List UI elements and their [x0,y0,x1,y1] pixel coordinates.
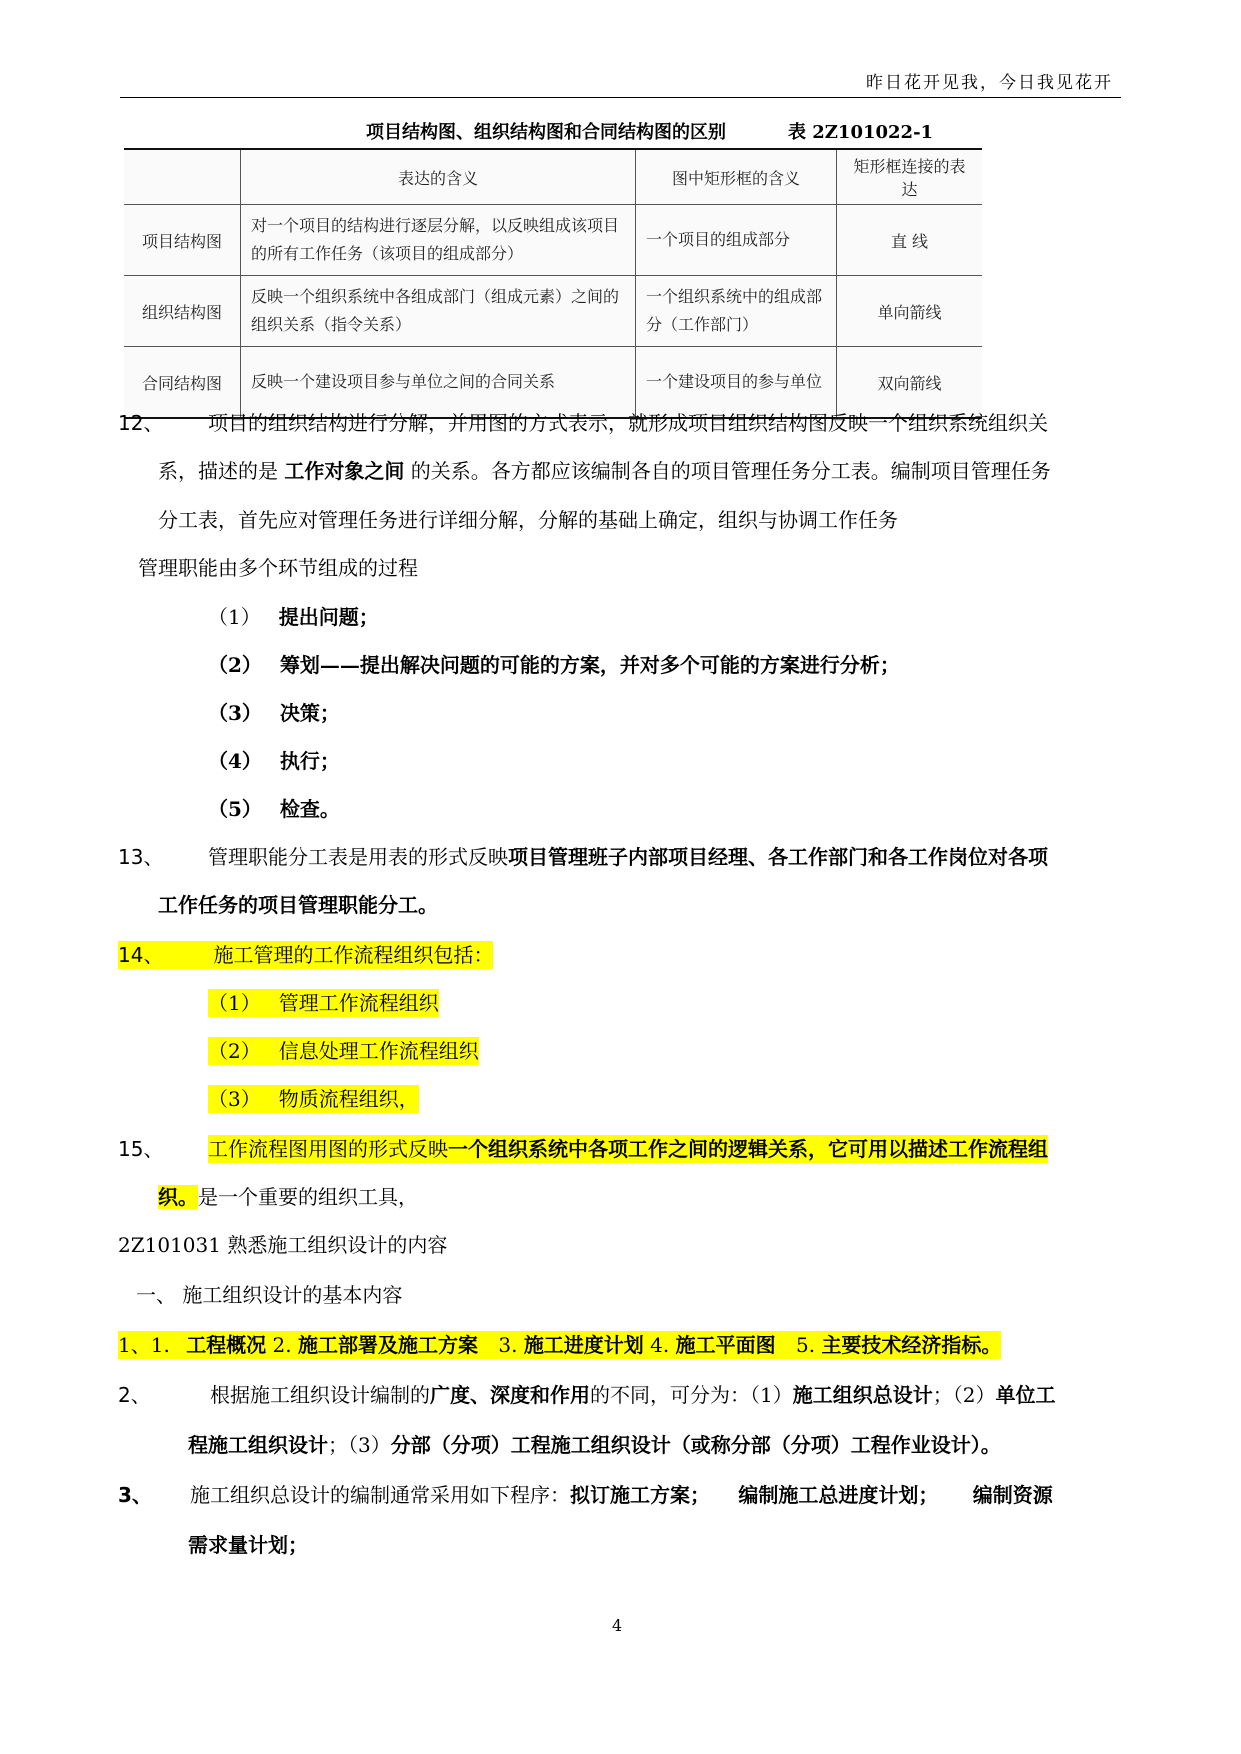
page-number: 4 [612,1616,623,1635]
list-text: 决策； [279,701,340,725]
s2-text: 根据施工组织设计编制的 [210,1383,430,1407]
p13-bold-text: 项目管理班子内部项目经理、各工作部门和各工作岗位对各项 [508,845,1048,869]
p15-bold-text: 一个组织系统中各项工作之间的逻辑关系，它可用以描述工作流程组 [448,1137,1048,1161]
section-heading: 2Z101031 熟悉施工组织设计的内容 [118,1233,448,1257]
list-item [208,747,340,775]
s2-text: 的不同，可分为：（1） [590,1383,793,1407]
s3-line-1 [190,1481,1053,1509]
list-text: 管理工作流程组织 [278,991,439,1015]
list-item [208,603,379,631]
s1-part: 2. [272,1333,292,1357]
s1-part: 5. [795,1333,816,1357]
list-item [208,989,439,1017]
row-name: 组织结构图 [124,276,241,347]
row-link-expression: 直 线 [837,205,983,276]
s1-part: 主要技术经济指标。 [821,1333,1002,1357]
list-marker: （1） [208,605,261,629]
list-item [208,795,340,823]
row-box-meaning: 一个建设项目的参与单位 [636,347,837,419]
s1-part: 施工平面图 [675,1333,776,1357]
p12-text: 系，描述的是 [158,459,285,483]
s3-number: 3、 [118,1483,152,1507]
list-marker: （3） [208,1087,261,1111]
row-name: 合同结构图 [124,347,241,419]
p12-line-1: 项目的组织结构进行分解，并用图的方式表示，就形成项目组织结构图反映一个组织系统组织关 [208,411,1048,435]
s2-bold-text: 单位工 [995,1383,1056,1407]
table-row [124,276,982,347]
s1-part: 1. [150,1333,170,1357]
list-item [208,1037,479,1065]
s1-part: 4. [650,1333,670,1357]
p12-line-3: 分工表，首先应对管理任务进行详细分解，分解的基础上确定，组织与协调工作任务 [158,508,898,532]
s1-part: 工程概况 [186,1333,267,1357]
table-row [124,347,982,419]
list-marker: （2） [208,653,262,677]
s2-bold-text: 施工组织总设计 [792,1383,933,1407]
list-marker: （4） [208,749,262,773]
p14-line-1 [118,941,493,969]
row-box-meaning: 一个组织系统中的组成部分（工作部门） [636,276,837,347]
table-header-cell [124,149,241,205]
p12-line-4: 管理职能由多个环节组成的过程 [138,556,418,580]
p14-text: 施工管理的工作流程组织包括： [213,943,494,967]
list-text: 提出问题； [278,605,379,629]
s2-text: ；（3） [328,1433,391,1457]
list-marker: （5） [208,797,262,821]
p15-bold-text: 织。 [158,1185,198,1209]
p12-bold-text: 工作对象之间 [284,459,405,483]
p15-text: 是一个重要的组织工具， [198,1185,418,1209]
row-meaning: 反映一个组织系统中各组成部门（组成元素）之间的组织关系（指令关系） [241,276,636,347]
row-link-expression: 单向箭线 [837,276,983,347]
list-text: 物质流程组织， [278,1087,419,1111]
table-code: 表 2Z101022-1 [788,122,934,143]
s2-bold-text: 程施工组织设计 [188,1433,328,1457]
p13-line-2: 工作任务的项目管理职能分工。 [158,893,438,917]
p12-line-2 [158,457,1051,485]
table-title-text: 项目结构图、组织结构图和合同结构图的区别 [366,122,726,143]
header-motto: 昨日花开见我，今日我见花开 [866,73,1113,93]
list-text: 信息处理工作流程组织 [278,1039,479,1063]
comparison-table [124,148,982,419]
list-text: 筹划——提出解决问题的可能的方案，并对多个可能的方案进行分析； [279,653,900,677]
s2-bold-text: 分部（分项）工程施工组织设计（或称分部（分项）工程作业设计）。 [390,1433,1001,1457]
p15-line-2 [158,1183,418,1211]
s1-part: 施工部署及施工方案 [298,1333,478,1357]
item-number-12: 12、 [118,411,164,435]
list-marker: （1） [208,991,261,1015]
list-marker: （2） [208,1039,261,1063]
s1-line [118,1331,1001,1359]
s3-line-2: 需求量计划； [188,1533,308,1557]
s1-part: 施工进度计划 [523,1333,644,1357]
table-row [124,205,982,276]
section-subheading: 一、 施工组织设计的基本内容 [136,1283,403,1307]
list-marker: （3） [208,701,262,725]
list-text: 检查。 [279,797,340,821]
row-box-meaning: 一个项目的组成部分 [636,205,837,276]
list-item [208,651,900,679]
s2-text: ；（2） [932,1383,996,1407]
s3-bold-text: 编制施工总进度计划； [738,1483,939,1507]
table-header-cell: 表达的含义 [241,149,636,205]
p13-text: 管理职能分工表是用表的形式反映 [208,845,508,869]
row-meaning: 对一个项目的结构进行逐层分解，以反映组成该项目的所有工作任务（该项目的组成部分） [241,205,636,276]
item-number-14: 14、 [118,943,164,967]
table-title [366,118,933,144]
list-text: 执行； [279,749,340,773]
s1-number: 1、 [118,1333,151,1357]
s2-line-2 [188,1431,1001,1459]
table-header-row [124,149,982,205]
s3-bold-text: 编制资源 [972,1483,1053,1507]
row-meaning: 反映一个建设项目参与单位之间的合同关系 [241,347,636,419]
s2-number: 2、 [118,1383,151,1407]
s2-line-1 [210,1381,1055,1409]
list-item [208,699,340,727]
p12-text: 的关系。各方都应该编制各自的项目管理任务分工表。编制项目管理任务 [404,459,1051,483]
item-number-13: 13、 [118,845,164,869]
table-header-cell: 图中矩形框的含义 [636,149,837,205]
s3-text: 施工组织总设计的编制通常采用如下程序： [190,1483,570,1507]
row-name: 项目结构图 [124,205,241,276]
s1-part: 3. [498,1333,518,1357]
list-item [208,1085,419,1113]
s3-bold-text: 拟订施工方案； [570,1483,710,1507]
row-link-expression: 双向箭线 [837,347,983,419]
header-rule [120,97,1121,98]
item-number-15: 15、 [118,1137,164,1161]
p13-line-1 [208,843,1048,871]
p15-line-1 [208,1135,1048,1163]
table-header-cell: 矩形框连接的表达 [837,149,983,205]
p15-text: 工作流程图用图的形式反映 [208,1137,448,1161]
s2-bold-text: 广度、深度和作用 [430,1383,590,1407]
